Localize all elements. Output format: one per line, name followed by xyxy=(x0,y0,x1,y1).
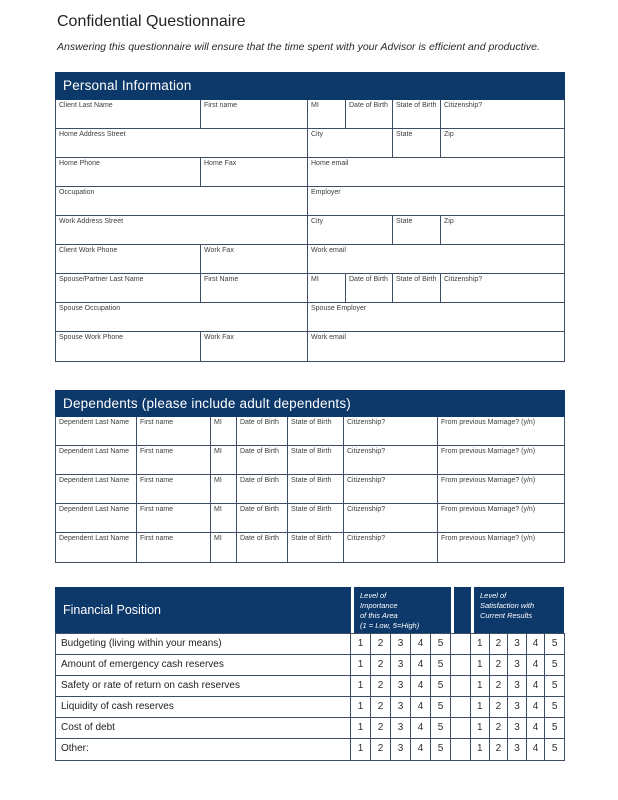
satisfaction-option[interactable]: 3 xyxy=(508,634,527,654)
importance-option[interactable]: 3 xyxy=(391,718,411,738)
dep-field-mi[interactable] xyxy=(211,504,237,532)
dependents-header: Dependents (please include adult dependents) xyxy=(55,390,565,417)
satisfaction-option[interactable]: 4 xyxy=(527,634,546,654)
satisfaction-option[interactable]: 5 xyxy=(551,722,558,733)
importance-option[interactable]: 2 xyxy=(371,655,391,675)
satisfaction-option[interactable]: 3 xyxy=(508,655,527,675)
importance-option[interactable]: 3 xyxy=(391,655,411,675)
rating-gap-cell xyxy=(451,739,471,760)
personal-row xyxy=(56,274,564,303)
field-spouse-first-name[interactable] xyxy=(201,274,308,302)
importance-option[interactable]: 1 xyxy=(351,634,371,654)
importance-option[interactable]: 2 xyxy=(371,718,391,738)
field-label: Spouse Employer xyxy=(311,305,367,312)
field-spouse-citizenship[interactable] xyxy=(441,274,564,302)
field-client-last-name[interactable] xyxy=(56,100,201,128)
dependent-row xyxy=(56,446,564,475)
personal-row xyxy=(56,158,564,187)
field-label: First Name xyxy=(204,276,239,283)
dep-field-first-name[interactable] xyxy=(137,475,211,503)
rating-gap-cell xyxy=(451,697,471,717)
importance-option[interactable]: 2 xyxy=(371,697,391,717)
dep-field-date-of-birth[interactable] xyxy=(237,417,288,445)
importance-option[interactable]: 4 xyxy=(411,676,431,696)
dependent-row xyxy=(56,417,564,446)
rating-gap-cell xyxy=(451,634,471,654)
satisfaction-option[interactable]: 4 xyxy=(527,718,546,738)
financial-topic-label: Cost of debt xyxy=(56,718,351,738)
field-label: MI xyxy=(311,102,319,109)
field-zip[interactable] xyxy=(441,129,564,157)
satisfaction-option[interactable]: 4 xyxy=(527,676,546,696)
importance-option[interactable]: 4 xyxy=(411,697,431,717)
importance-option[interactable]: 4 xyxy=(411,739,431,760)
field-home-fax[interactable] xyxy=(201,158,308,186)
importance-option[interactable]: 5 xyxy=(431,697,451,717)
satisfaction-option[interactable]: 3 xyxy=(508,718,527,738)
personal-row xyxy=(56,245,564,274)
importance-option[interactable]: 2 xyxy=(371,676,391,696)
importance-header-line: of this Area xyxy=(360,610,398,620)
field-label: State xyxy=(396,218,413,225)
importance-header-line: (1 = Low, 5=High) xyxy=(360,620,420,630)
field-label: Dependent Last Name xyxy=(59,419,130,426)
satisfaction-option[interactable]: 2 xyxy=(490,697,509,717)
financial-topic-label: Other: xyxy=(56,739,351,760)
importance-option[interactable]: 3 xyxy=(391,676,411,696)
dep-field-last-name[interactable] xyxy=(56,533,137,562)
satisfaction-option[interactable]: 2 xyxy=(490,655,509,675)
field-label: Date of Birth xyxy=(240,419,279,426)
header-gap-block xyxy=(454,587,471,633)
personal-row xyxy=(56,303,564,332)
field-label: Citizenship? xyxy=(347,448,386,455)
dependent-row xyxy=(56,504,564,533)
field-zip[interactable] xyxy=(441,216,564,244)
importance-option[interactable]: 5 xyxy=(431,655,451,675)
dep-field-citizenship[interactable] xyxy=(344,417,438,445)
rating-gap-cell xyxy=(451,655,471,675)
field-city[interactable] xyxy=(308,129,393,157)
satisfaction-option[interactable]: 1 xyxy=(471,655,490,675)
field-label: First name xyxy=(140,535,174,542)
importance-option[interactable]: 4 xyxy=(411,634,431,654)
field-label: Citizenship? xyxy=(347,477,386,484)
field-label: First name xyxy=(140,477,174,484)
field-label: MI xyxy=(214,419,222,426)
personal-information-section xyxy=(55,72,565,362)
field-work-fax[interactable] xyxy=(201,245,308,273)
field-label: Client Work Phone xyxy=(59,247,118,254)
personal-row xyxy=(56,129,564,158)
dep-field-first-name[interactable] xyxy=(137,417,211,445)
financial-table xyxy=(55,633,565,761)
importance-option[interactable]: 2 xyxy=(371,739,391,760)
financial-topic-label: Amount of emergency cash reserves xyxy=(56,655,351,675)
dep-field-mi[interactable] xyxy=(211,417,237,445)
dep-field-state-of-birth[interactable] xyxy=(288,446,344,474)
field-label: State of Birth xyxy=(291,506,332,513)
field-label: Date of Birth xyxy=(349,102,388,109)
financial-row xyxy=(56,697,564,718)
field-occupation[interactable] xyxy=(56,187,308,215)
dep-field-previous-marriage[interactable] xyxy=(438,533,564,562)
dep-field-state-of-birth[interactable] xyxy=(288,475,344,503)
field-label: MI xyxy=(311,276,319,283)
satisfaction-option[interactable]: 2 xyxy=(490,634,509,654)
dep-field-state-of-birth[interactable] xyxy=(288,417,344,445)
field-label: Date of Birth xyxy=(240,535,279,542)
field-employer[interactable] xyxy=(308,187,564,215)
field-spouse-partner-last-name[interactable] xyxy=(56,274,201,302)
importance-option[interactable]: 1 xyxy=(351,739,371,760)
satisfaction-option[interactable]: 5 xyxy=(551,680,558,691)
dep-field-date-of-birth[interactable] xyxy=(237,446,288,474)
field-label: Citizenship? xyxy=(444,102,483,109)
field-label: Home Fax xyxy=(204,160,237,167)
field-spouse-work-phone[interactable] xyxy=(56,332,201,361)
importance-option[interactable]: 1 xyxy=(351,697,371,717)
field-label: Work Address Street xyxy=(59,218,124,225)
financial-row xyxy=(56,676,564,697)
importance-option[interactable]: 5 xyxy=(431,634,451,654)
field-state[interactable] xyxy=(393,216,441,244)
dependents-table xyxy=(55,417,565,563)
financial-row xyxy=(56,655,564,676)
field-label: City xyxy=(311,131,324,138)
satisfaction-option[interactable]: 1 xyxy=(471,676,490,696)
dep-field-first-name[interactable] xyxy=(137,504,211,532)
field-label: First name xyxy=(140,448,174,455)
satisfaction-header-line: Satisfaction with xyxy=(480,600,535,610)
importance-option[interactable]: 5 xyxy=(431,739,451,760)
field-label: Spouse Work Phone xyxy=(59,334,124,341)
field-spouse-state-of-birth[interactable] xyxy=(393,274,441,302)
field-client-work-phone[interactable] xyxy=(56,245,201,273)
dep-field-date-of-birth[interactable] xyxy=(237,504,288,532)
field-work-email[interactable] xyxy=(308,245,564,273)
satisfaction-option[interactable]: 3 xyxy=(508,676,527,696)
dep-field-citizenship[interactable] xyxy=(344,446,438,474)
field-label: First name xyxy=(204,102,238,109)
field-label: Date of Birth xyxy=(240,477,279,484)
personal-row xyxy=(56,332,564,361)
field-label: MI xyxy=(214,448,222,455)
satisfaction-option[interactable]: 1 xyxy=(471,697,490,717)
field-label: Citizenship? xyxy=(347,506,386,513)
field-label: State of Birth xyxy=(291,448,332,455)
importance-header-line: Level of xyxy=(360,591,387,600)
field-label: State of Birth xyxy=(396,276,437,283)
field-label: Citizenship? xyxy=(347,535,386,542)
dependent-row xyxy=(56,533,564,562)
satisfaction-option[interactable]: 5 xyxy=(551,638,558,649)
field-label: MI xyxy=(214,535,222,542)
field-label: Date of Birth xyxy=(240,506,279,513)
satisfaction-option[interactable]: 5 xyxy=(551,743,558,754)
dep-field-citizenship[interactable] xyxy=(344,504,438,532)
importance-option[interactable]: 4 xyxy=(411,718,431,738)
field-label: Date of Birth xyxy=(349,276,388,283)
field-label: First name xyxy=(140,506,174,513)
importance-option[interactable]: 1 xyxy=(351,676,371,696)
satisfaction-option[interactable]: 1 xyxy=(471,718,490,738)
field-label: State of Birth xyxy=(291,419,332,426)
satisfaction-option[interactable]: 2 xyxy=(490,739,509,760)
satisfaction-column-header xyxy=(474,587,564,633)
field-label: Client Last Name xyxy=(59,102,113,109)
rating-gap-cell xyxy=(451,718,471,738)
financial-topic-label: Liquidity of cash reserves xyxy=(56,697,351,717)
field-home-address-street[interactable] xyxy=(56,129,308,157)
importance-option[interactable]: 2 xyxy=(371,634,391,654)
field-spouse-work-email[interactable] xyxy=(308,332,564,361)
field-label: Work Fax xyxy=(204,247,234,254)
financial-topic-label: Safety or rate of return on cash reserves xyxy=(56,676,351,696)
field-label: Work email xyxy=(311,247,346,254)
dep-field-last-name[interactable] xyxy=(56,475,137,503)
field-state-of-birth[interactable] xyxy=(393,100,441,128)
personal-information-table xyxy=(55,100,565,362)
page-subtitle: Answering this questionnaire will ensure that the time spent with your Advisor is efficient and productive. xyxy=(57,41,540,53)
satisfaction-option[interactable]: 4 xyxy=(527,739,546,760)
field-label: From previous Marriage? (y/n) xyxy=(441,506,536,513)
field-label: Citizenship? xyxy=(444,276,483,283)
dep-field-last-name[interactable] xyxy=(56,446,137,474)
financial-header-row xyxy=(55,587,565,633)
field-label: Spouse/Partner Last Name xyxy=(59,276,144,283)
dep-field-previous-marriage[interactable] xyxy=(438,417,564,445)
field-label: State of Birth xyxy=(291,477,332,484)
satisfaction-option[interactable]: 1 xyxy=(471,634,490,654)
satisfaction-option[interactable]: 3 xyxy=(508,739,527,760)
financial-row xyxy=(56,739,564,760)
importance-header-line: Importance xyxy=(360,600,398,610)
dependent-row xyxy=(56,475,564,504)
importance-option[interactable]: 3 xyxy=(391,739,411,760)
field-spouse-date-of-birth[interactable] xyxy=(346,274,393,302)
dep-field-previous-marriage[interactable] xyxy=(438,504,564,532)
dep-field-last-name[interactable] xyxy=(56,417,137,445)
dep-field-citizenship[interactable] xyxy=(344,533,438,562)
rating-gap-cell xyxy=(451,676,471,696)
personal-information-header: Personal Information xyxy=(55,72,565,100)
field-label: Employer xyxy=(311,189,341,196)
field-label: Work email xyxy=(311,334,346,341)
field-label: Dependent Last Name xyxy=(59,506,130,513)
field-label: From previous Marriage? (y/n) xyxy=(441,448,536,455)
satisfaction-option[interactable]: 2 xyxy=(490,676,509,696)
importance-option[interactable]: 4 xyxy=(411,655,431,675)
field-work-address-street[interactable] xyxy=(56,216,308,244)
importance-column-header xyxy=(354,587,451,633)
dep-field-previous-marriage[interactable] xyxy=(438,446,564,474)
field-citizenship[interactable] xyxy=(441,100,564,128)
satisfaction-option[interactable]: 4 xyxy=(527,697,546,717)
dep-field-first-name[interactable] xyxy=(137,533,211,562)
field-label: From previous Marriage? (y/n) xyxy=(441,419,536,426)
dep-field-first-name[interactable] xyxy=(137,446,211,474)
field-label: From previous Marriage? (y/n) xyxy=(441,535,536,542)
field-label: MI xyxy=(214,506,222,513)
field-label: Home email xyxy=(311,160,349,167)
field-label: Dependent Last Name xyxy=(59,477,130,484)
field-label: Dependent Last Name xyxy=(59,448,130,455)
dep-field-mi[interactable] xyxy=(211,446,237,474)
field-label: Citizenship? xyxy=(347,419,386,426)
field-spouse-employer[interactable] xyxy=(308,303,564,331)
field-city[interactable] xyxy=(308,216,393,244)
field-label: Occupation xyxy=(59,189,95,196)
field-label: From previous Marriage? (y/n) xyxy=(441,477,536,484)
field-label: Date of Birth xyxy=(240,448,279,455)
field-label: First name xyxy=(140,419,174,426)
field-date-of-birth[interactable] xyxy=(346,100,393,128)
financial-row xyxy=(56,718,564,739)
field-label: Zip xyxy=(444,131,454,138)
satisfaction-option[interactable]: 5 xyxy=(551,659,558,670)
financial-position-section xyxy=(55,587,565,761)
financial-row xyxy=(56,634,564,655)
field-home-phone[interactable] xyxy=(56,158,201,186)
importance-option[interactable]: 1 xyxy=(351,718,371,738)
dependents-section xyxy=(55,390,565,563)
field-label: City xyxy=(311,218,324,225)
field-home-email[interactable] xyxy=(308,158,564,186)
dep-field-state-of-birth[interactable] xyxy=(288,533,344,562)
financial-topic-label: Budgeting (living within your means) xyxy=(56,634,351,654)
importance-option[interactable]: 5 xyxy=(431,676,451,696)
satisfaction-option[interactable]: 4 xyxy=(527,655,546,675)
satisfaction-option[interactable]: 5 xyxy=(551,701,558,712)
dep-field-state-of-birth[interactable] xyxy=(288,504,344,532)
personal-row xyxy=(56,100,564,129)
importance-option[interactable]: 3 xyxy=(391,697,411,717)
field-spouse-occupation[interactable] xyxy=(56,303,308,331)
dep-field-date-of-birth[interactable] xyxy=(237,533,288,562)
field-label: State xyxy=(396,131,413,138)
field-label: Home Address Street xyxy=(59,131,126,138)
dep-field-mi[interactable] xyxy=(211,475,237,503)
field-first-name[interactable] xyxy=(201,100,308,128)
satisfaction-option[interactable]: 1 xyxy=(471,739,490,760)
field-label: Zip xyxy=(444,218,454,225)
field-label: Home Phone xyxy=(59,160,100,167)
satisfaction-header-line: Level of xyxy=(480,591,507,600)
importance-option[interactable]: 1 xyxy=(351,655,371,675)
satisfaction-header-line: Current Results xyxy=(480,610,533,620)
page-title: Confidential Questionnaire xyxy=(57,13,246,30)
dep-field-citizenship[interactable] xyxy=(344,475,438,503)
field-label: State of Birth xyxy=(396,102,437,109)
dep-field-mi[interactable] xyxy=(211,533,237,562)
dep-field-date-of-birth[interactable] xyxy=(237,475,288,503)
dep-field-last-name[interactable] xyxy=(56,504,137,532)
field-label: Work Fax xyxy=(204,334,234,341)
field-spouse-work-fax[interactable] xyxy=(201,332,308,361)
field-label: State of Birth xyxy=(291,535,332,542)
field-label: MI xyxy=(214,477,222,484)
importance-option[interactable]: 5 xyxy=(431,718,451,738)
satisfaction-option[interactable]: 2 xyxy=(490,718,509,738)
field-mi[interactable] xyxy=(308,100,346,128)
personal-row xyxy=(56,216,564,245)
financial-section-title: Financial Position xyxy=(55,587,351,633)
personal-row xyxy=(56,187,564,216)
field-state[interactable] xyxy=(393,129,441,157)
importance-option[interactable]: 3 xyxy=(391,634,411,654)
field-spouse-mi[interactable] xyxy=(308,274,346,302)
field-label: Dependent Last Name xyxy=(59,535,130,542)
satisfaction-option[interactable]: 3 xyxy=(508,697,527,717)
dep-field-previous-marriage[interactable] xyxy=(438,475,564,503)
field-label: Spouse Occupation xyxy=(59,305,121,312)
